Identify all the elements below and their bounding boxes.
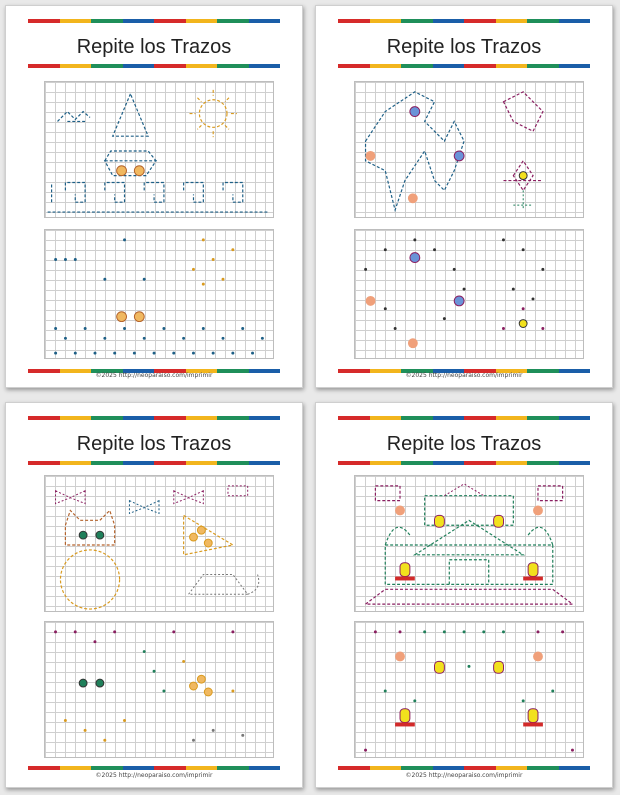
stripe-segment: [186, 461, 218, 465]
practice-dots: [45, 622, 273, 757]
stripe-segment: [464, 766, 496, 770]
stripe-segment: [249, 766, 281, 770]
top-stripe-upper: [28, 416, 280, 420]
castle-drawing: [355, 476, 583, 611]
stripe-segment: [60, 64, 92, 68]
practice-dot-panel: [354, 229, 584, 359]
stripe-segment: [60, 416, 92, 420]
top-stripe-lower: [338, 461, 590, 465]
stripe-segment: [154, 766, 186, 770]
stripe-segment: [338, 416, 370, 420]
stripe-segment: [401, 19, 433, 23]
stripe-segment: [559, 64, 591, 68]
stripe-segment: [91, 766, 123, 770]
boat-sun-drawing: [45, 82, 273, 217]
stripe-segment: [249, 19, 281, 23]
stripe-segment: [338, 64, 370, 68]
stripe-segment: [527, 461, 559, 465]
worksheet-2: [315, 5, 613, 388]
cat-cheese-mouse-drawing: [45, 476, 273, 611]
stripe-segment: [559, 461, 591, 465]
stripe-segment: [60, 461, 92, 465]
model-drawing-panel: [354, 81, 584, 218]
stripe-segment: [186, 766, 218, 770]
stripe-segment: [338, 461, 370, 465]
stripe-segment: [28, 766, 60, 770]
worksheet-title: Repite los Trazos: [76, 36, 232, 58]
stripe-segment: [433, 64, 465, 68]
stripe-segment: [401, 461, 433, 465]
stripe-segment: [60, 19, 92, 23]
practice-dots: [355, 622, 583, 757]
stripe-segment: [123, 416, 155, 420]
worksheet-4: [315, 402, 613, 788]
stripe-segment: [433, 416, 465, 420]
stripe-segment: [433, 766, 465, 770]
model-drawing-panel: [44, 475, 274, 612]
stripe-segment: [217, 461, 249, 465]
stripe-segment: [186, 64, 218, 68]
worksheet-title: Repite los Trazos: [76, 433, 232, 455]
top-stripe-lower: [338, 64, 590, 68]
stripe-segment: [28, 64, 60, 68]
stripe-segment: [217, 64, 249, 68]
stripe-segment: [249, 416, 281, 420]
stripe-segment: [154, 416, 186, 420]
worksheet-title: Repite los Trazos: [386, 36, 542, 58]
stripe-segment: [91, 64, 123, 68]
stripe-segment: [123, 64, 155, 68]
worksheet-title: Repite los Trazos: [386, 433, 542, 455]
stripe-segment: [527, 416, 559, 420]
stripe-segment: [28, 461, 60, 465]
stripe-segment: [464, 19, 496, 23]
worksheet-1: [5, 5, 303, 388]
stripe-segment: [464, 64, 496, 68]
stripe-segment: [433, 461, 465, 465]
stripe-segment: [249, 461, 281, 465]
stripe-segment: [217, 416, 249, 420]
footer-credit: ©2025 http://neoparaiso.com/imprimir: [405, 372, 523, 379]
practice-dot-panel: [354, 621, 584, 758]
top-stripe-upper: [338, 19, 590, 23]
practice-dot-panel: [44, 621, 274, 758]
top-stripe-lower: [28, 461, 280, 465]
bottom-stripe: [28, 766, 280, 770]
stripe-segment: [370, 766, 402, 770]
stripe-segment: [370, 416, 402, 420]
stripe-segment: [154, 64, 186, 68]
stripe-segment: [496, 19, 528, 23]
stripe-segment: [28, 416, 60, 420]
stripe-segment: [559, 19, 591, 23]
stripe-segment: [370, 461, 402, 465]
stripe-segment: [464, 461, 496, 465]
stripe-segment: [91, 19, 123, 23]
practice-dots: [45, 230, 273, 358]
stripe-segment: [559, 766, 591, 770]
crab-flower-drawing: [355, 82, 583, 217]
stripe-segment: [217, 766, 249, 770]
top-stripe-lower: [28, 64, 280, 68]
stripe-segment: [60, 766, 92, 770]
stripe-segment: [217, 19, 249, 23]
top-stripe-upper: [28, 19, 280, 23]
stripe-segment: [370, 64, 402, 68]
stripe-segment: [527, 19, 559, 23]
stripe-segment: [401, 766, 433, 770]
stripe-segment: [496, 416, 528, 420]
stripe-segment: [464, 416, 496, 420]
stripe-segment: [123, 19, 155, 23]
stripe-segment: [338, 766, 370, 770]
stripe-segment: [123, 461, 155, 465]
bottom-stripe: [338, 766, 590, 770]
stripe-segment: [28, 19, 60, 23]
top-stripe-upper: [338, 416, 590, 420]
footer-credit: ©2025 http://neoparaiso.com/imprimir: [95, 772, 213, 779]
stripe-segment: [370, 19, 402, 23]
practice-dots: [355, 230, 583, 358]
model-drawing-panel: [44, 81, 274, 218]
stripe-segment: [91, 461, 123, 465]
stripe-segment: [401, 416, 433, 420]
stripe-segment: [186, 19, 218, 23]
stripe-segment: [496, 461, 528, 465]
stripe-segment: [527, 64, 559, 68]
stripe-segment: [559, 416, 591, 420]
stripe-segment: [186, 416, 218, 420]
model-drawing-panel: [354, 475, 584, 612]
stripe-segment: [496, 766, 528, 770]
worksheet-3: [5, 402, 303, 788]
footer-credit: ©2025 http://neoparaiso.com/imprimir: [405, 772, 523, 779]
stripe-segment: [527, 766, 559, 770]
stripe-segment: [433, 19, 465, 23]
stripe-segment: [123, 766, 155, 770]
stripe-segment: [338, 19, 370, 23]
practice-dot-panel: [44, 229, 274, 359]
stripe-segment: [401, 64, 433, 68]
stripe-segment: [91, 416, 123, 420]
stripe-segment: [496, 64, 528, 68]
stripe-segment: [154, 461, 186, 465]
stripe-segment: [249, 64, 281, 68]
stripe-segment: [154, 19, 186, 23]
footer-credit: ©2025 http://neoparaiso.com/imprimir: [95, 372, 213, 379]
